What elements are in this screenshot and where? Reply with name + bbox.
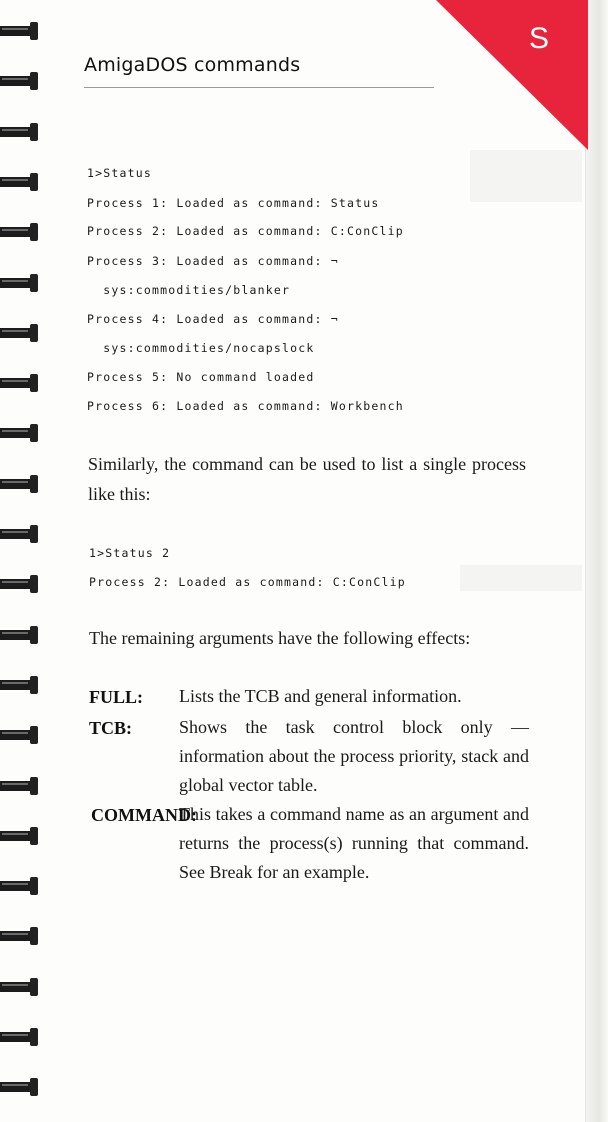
- section-corner-tab: [436, 0, 588, 150]
- code-line: Process 4: Loaded as command: ¬: [87, 312, 339, 326]
- code-line: 1>Status 2: [89, 546, 171, 560]
- binding-ring: [0, 123, 40, 141]
- code-line: Process 3: Loaded as command: ¬: [87, 254, 339, 268]
- section-letter: S: [528, 22, 549, 55]
- argument-term: FULL:: [89, 687, 143, 707]
- binding-ring: [0, 676, 40, 694]
- body-paragraph: The remaining arguments have the following effects:: [89, 628, 471, 648]
- argument-description: This takes a command name as an argument and returns the process(s) running that command. See Break for an example.: [179, 804, 529, 882]
- binding-ring: [0, 626, 40, 644]
- code-line: Process 1: Loaded as command: Status: [87, 196, 380, 210]
- binding-ring: [0, 1028, 40, 1046]
- binding-ring: [0, 877, 40, 895]
- code-line: sys:commodities/blanker: [87, 283, 291, 297]
- binding-ring: [0, 575, 40, 593]
- code-line: Process 6: Loaded as command: Workbench: [87, 399, 404, 413]
- binding-ring: [0, 475, 40, 493]
- binding-ring: [0, 1078, 40, 1096]
- code-line: Process 5: No command loaded: [87, 370, 315, 384]
- show-through-block: [470, 150, 582, 202]
- code-line: 1>Status: [87, 166, 152, 180]
- code-line: Process 2: Loaded as command: C:ConClip: [87, 224, 404, 238]
- binding-ring: [0, 525, 40, 543]
- show-through-block: [460, 565, 582, 591]
- page-edge: [585, 0, 608, 1122]
- body-paragraph: Similarly, the command can be used to list a single process like this:: [88, 454, 526, 504]
- binding-ring: [0, 374, 40, 392]
- argument-term: COMMAND:: [91, 805, 197, 825]
- spiral-binding: [0, 0, 44, 1122]
- binding-ring: [0, 324, 40, 342]
- binding-ring: [0, 726, 40, 744]
- binding-ring: [0, 777, 40, 795]
- code-line: Process 2: Loaded as command: C:ConClip: [89, 575, 406, 589]
- argument-description: Shows the task control block only — information about the process priority, stack and global vector table.: [179, 717, 529, 795]
- binding-ring: [0, 72, 40, 90]
- binding-ring: [0, 223, 40, 241]
- binding-ring: [0, 22, 40, 40]
- code-line: sys:commodities/nocapslock: [87, 341, 315, 355]
- binding-ring: [0, 978, 40, 996]
- binding-ring: [0, 424, 40, 442]
- header-divider: [84, 87, 434, 88]
- binding-ring: [0, 927, 40, 945]
- binding-ring: [0, 173, 40, 191]
- argument-term: TCB:: [89, 718, 133, 738]
- argument-description: Lists the TCB and general information.: [179, 686, 462, 706]
- page-header-title: AmigaDOS commands: [84, 54, 301, 76]
- binding-ring: [0, 827, 40, 845]
- binding-ring: [0, 274, 40, 292]
